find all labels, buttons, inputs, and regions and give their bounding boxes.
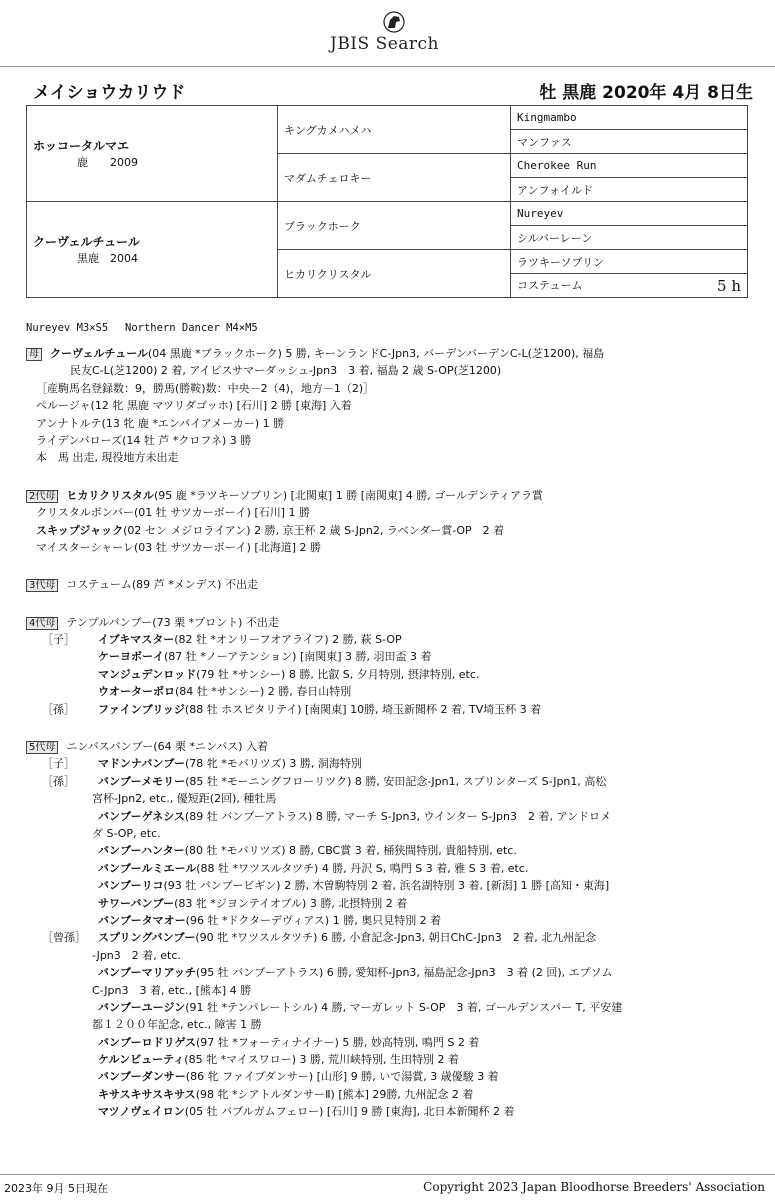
g3-tag: 3代母 xyxy=(26,579,58,592)
entry-record: (88 牡 *ワツスルタツチ) 4 勝, 丹沢 S, 鳴門 S 3 着, 雅 S 3 着, etc. xyxy=(196,861,529,875)
entry-record: (95 牡 バンブーアトラス) 6 勝, 愛知杯-Jpn3, 福島記念-Jpn3 3 着 (2 回), エプソム xyxy=(195,966,613,980)
footer-copyright: Copyright 2023 Japan Bloodhorse Breeders' Association xyxy=(423,1180,765,1194)
entry-name: バンブーゲネシス xyxy=(98,809,185,823)
horse-name: メイショウカリウド xyxy=(33,83,186,103)
family-entry xyxy=(26,683,761,700)
relation-label: ［子］ xyxy=(42,633,75,647)
entry-name: バンブータマオー xyxy=(98,913,186,927)
g5-child xyxy=(26,755,761,772)
g3-cell: Nureyev xyxy=(511,202,748,226)
dam-name: クーヴェルチュール xyxy=(33,235,140,249)
family-entry xyxy=(26,666,761,683)
entry-record-cont: -Jpn3 2 着, etc. xyxy=(92,948,181,962)
logo-text: JBIS Search xyxy=(330,34,440,54)
entry-record: (88 牡 ホスピタリテイ) [南関東] 10勝, 埼玉新聞杯 2 着, TV埼玉杯 3 着 xyxy=(184,702,542,716)
label-grandchild: ［孫］ xyxy=(42,702,75,716)
entry-name: スプリングバンブー xyxy=(98,931,196,945)
entry-record-cont: C-Jpn3 3 着, etc., [熊本] 4 勝 xyxy=(92,983,252,997)
family-body xyxy=(26,345,761,1121)
entry-record: (84 牡 *サンシー) 2 勝, 春日山特別 xyxy=(175,685,352,699)
horse-logo-icon xyxy=(380,8,408,36)
entry-name: キサスキサスキサス xyxy=(98,1087,196,1101)
family-number: 5 h xyxy=(717,276,741,295)
family-entry xyxy=(26,999,761,1016)
entry-record: (96 牡 *ドクターデヴィアス) 1 勝, 奥只見特別 2 着 xyxy=(185,913,442,927)
g2-sire-dam: マダムチェロキー xyxy=(278,154,511,202)
family-entry xyxy=(26,912,761,929)
footer-date: 2023年 9月 5日現在 xyxy=(4,1182,108,1195)
g2-record: (95 鹿 *ラツキーソブリン) [北関東] 1 勝 [南関東] 4 勝, ゴールデンティアラ賞 xyxy=(153,488,543,502)
g2-offspring: マイスターシャーレ(03 牡 サツカーボーイ) [北海道] 2 勝 xyxy=(36,540,321,554)
entry-record: (91 牡 *テンパレートシル) 4 勝, マーガレット S-OP 3 着, ゴールデンスパー T, 平安建 xyxy=(185,1000,623,1014)
g4-tag: 4代母 xyxy=(26,617,58,630)
relation-label: ［曾孫］ xyxy=(42,931,86,945)
entry-name: マンジュデンロッド xyxy=(98,667,197,681)
g3-cell: Cherokee Run xyxy=(511,154,748,178)
family-entry xyxy=(26,808,761,825)
entry-record: (97 牡 *フォーティナイナー) 5 勝, 妙高特別, 鳴門 S 2 着 xyxy=(196,1035,480,1049)
g2-line xyxy=(26,487,761,504)
g4-record: テンプルバンブー(73 栗 *プロント) 不出走 xyxy=(66,615,279,629)
entry-record: (85 牝 *マイスワロー) 3 勝, 荒川峡特別, 生田特別 2 着 xyxy=(184,1053,460,1067)
entry-name: マドンナバンブー xyxy=(98,757,186,771)
g3-cell: ラツキーソブリン xyxy=(511,250,748,274)
g2-dam-dam: ヒカリクリスタル xyxy=(278,250,511,298)
g3-cell: Kingmambo xyxy=(511,106,748,130)
family-entry xyxy=(26,631,761,648)
g3-cell: シルバーレーン xyxy=(511,226,748,250)
g3-cell: マンファス xyxy=(511,130,748,154)
entry-record: (86 牝 ファイブダンサー) [山形] 9 勝, いで湯賞, 3 歳優駿 3 着 xyxy=(185,1070,499,1084)
header-divider xyxy=(0,66,775,67)
entry-name: バンブーダンサー xyxy=(98,1070,186,1084)
family-entry xyxy=(26,895,761,912)
g4-grandchild xyxy=(26,701,761,718)
entry-name: ケーヨボーイ xyxy=(98,650,164,664)
g2-tag: 2代母 xyxy=(26,490,58,503)
dam-offspring: 本 馬 出走, 現役地方未出走 xyxy=(36,451,179,465)
entry-name: バンブーユージン xyxy=(98,1000,186,1014)
dam-offspring: ペルージャ(12 牝 黒鹿 マツリダゴッホ) [石川] 2 勝 [東海] 入着 xyxy=(36,399,352,413)
family-entry xyxy=(26,1034,761,1051)
entry-name: バンブーハンター xyxy=(98,844,185,858)
entry-record: (83 牝 *ジヨンテイオブル) 3 勝, 北摂特別 2 着 xyxy=(174,896,408,910)
entry-record-cont: 都１２００年記念, etc., 障害 1 勝 xyxy=(92,1018,262,1032)
inbreeding-crosses: Nureyev M3×S5 Northern Dancer M4×M5 xyxy=(26,322,258,334)
dam-offspring: ライデンバローズ(14 牡 芦 *クロフネ) 3 勝 xyxy=(36,433,252,447)
g3-record: コステューム(89 芦 *メンデス) 不出走 xyxy=(66,578,258,592)
dam-cell xyxy=(27,202,278,298)
entry-name: バンブーリコ xyxy=(98,879,164,893)
g2-offspring-record: (02 セン メジロライアン) 2 勝, 京王杯 2 歳 S-Jpn2, ラベンダー賞-OP 2 着 xyxy=(123,523,505,537)
g5-record: ニンバスバンブー(64 栗 *ニンバス) 入着 xyxy=(66,740,269,754)
entry-record: (79 牡 *サンシー) 8 勝, 比叡 S, 夕月特別, 摂津特別, etc. xyxy=(196,667,480,681)
family-entry xyxy=(26,860,761,877)
dam-tag: 母 xyxy=(26,348,42,361)
sire-sub: 鹿 2009 xyxy=(77,156,138,169)
entry-record: (98 牝 *シアトルダンサーⅡ) [熊本] 29勝, 九州記念 2 着 xyxy=(195,1087,474,1101)
horse-info: 牡 黒鹿 2020年 4月 8日生 xyxy=(539,83,753,103)
entry-record: (85 牡 *モーニングフローリツク) 8 勝, 安田記念-Jpn1, スプリンターズ S-Jpn1, 高松 xyxy=(185,774,607,788)
dam-record: (04 黒鹿 *ブラックホーク) 5 勝, キーンランドC-Jpn3, バーデンバーデンC-L(芝1200), 福島 xyxy=(148,347,605,360)
g4-line xyxy=(26,614,761,631)
entry-name: イブキマスター xyxy=(98,633,175,647)
dam-offspring: アンナトルテ(13 牝 鹿 *エンパイアメーカー) 1 勝 xyxy=(36,416,285,430)
dam-line-1 xyxy=(26,345,761,362)
entry-name: バンブーマリアッチ xyxy=(98,966,196,980)
entry-name: サワーバンブー xyxy=(98,896,175,910)
title-row xyxy=(33,78,753,102)
dam-sub: 黒鹿 2004 xyxy=(77,252,138,265)
entry-name: マツノヴェイロン xyxy=(98,1105,185,1119)
entry-name: バンブーメモリー xyxy=(98,774,186,788)
footer-divider xyxy=(0,1174,775,1175)
family-entry xyxy=(26,648,761,665)
pedigree-table xyxy=(26,105,748,298)
g2-dam-sire: ブラックホーク xyxy=(278,202,511,250)
entry-name: バンブールミエール xyxy=(98,861,197,875)
family-entry xyxy=(26,1051,761,1068)
dam-line-2: 民友C-L(芝1200) 2 着, アイビスサマーダッシュ-Jpn3 3 着, 福島 2 歳 S-OP(芝1200) xyxy=(70,364,502,378)
g3-cell-last xyxy=(511,274,748,298)
entry-name: ケルンビューティ xyxy=(98,1053,185,1067)
sire-name: ホッコータルマエ xyxy=(33,139,130,153)
sire-cell xyxy=(27,106,278,202)
g2-offspring: クリスタルボンバー(01 牡 サツカーボーイ) [石川] 1 勝 xyxy=(36,506,310,520)
entry-record: (80 牡 *モバリツズ) 8 勝, CBC賞 3 着, 桶狭間特別, 貴船特別, etc. xyxy=(184,844,517,858)
g2-offspring-name: スキップジャック xyxy=(36,523,124,537)
entry-record-cont: ダ S-OP, etc. xyxy=(92,826,161,840)
family-entry xyxy=(26,1086,761,1103)
family-entry xyxy=(26,842,761,859)
entry-record: (87 牡 *ノーアテンション) [南関東] 3 勝, 羽田盃 3 着 xyxy=(164,650,432,664)
label-child: ［子］ xyxy=(42,757,75,771)
entry-name: バンブーロドリゲス xyxy=(98,1035,197,1049)
g5-line xyxy=(26,738,761,755)
entry-record: (93 牡 バンブービギン) 2 勝, 木曽駒特別 2 着, 浜名湖特別 3 着, [新潟] 1 勝 [高知・東海] xyxy=(163,879,610,893)
family-entry xyxy=(26,964,761,981)
g5-tag: 5代母 xyxy=(26,741,58,754)
g3-cell: アンフォイルド xyxy=(511,178,748,202)
entry-name: ファインブリッジ xyxy=(98,702,185,716)
entry-record: (89 牡 バンブーアトラス) 8 勝, マーチ S-Jpn3, ウインター S-Jpn3 2 着, アンドロメ xyxy=(184,809,612,823)
jbis-logo xyxy=(330,8,460,58)
dam-name-bold: クーヴェルチュール xyxy=(50,347,149,360)
g2-offspring xyxy=(26,522,761,539)
g3-line xyxy=(26,576,761,593)
g3-name: コステューム xyxy=(517,278,583,292)
g2-name: ヒカリクリスタル xyxy=(66,488,154,502)
family-entry xyxy=(26,773,761,790)
relation-label: ［孫］ xyxy=(42,774,75,788)
family-entry xyxy=(26,1103,761,1120)
g2-sire-sire: キングカメハメハ xyxy=(278,106,511,154)
entry-record: (82 牡 *オンリーフオアライフ) 2 勝, 萩 S-OP xyxy=(174,633,402,647)
entry-record-cont: 宮杯-Jpn2, etc., 優短距(2回), 種牡馬 xyxy=(92,792,277,806)
family-entry xyxy=(26,877,761,894)
entry-record: (90 牝 *ワツスルタツチ) 6 勝, 小倉記念-Jpn3, 朝日ChC-Jpn3 2 着, 北九州記念 xyxy=(195,931,597,945)
entry-record: (78 牝 *モバリツズ) 3 勝, 洞海特別 xyxy=(185,757,362,771)
family-entry xyxy=(26,929,761,946)
dam-line-3: ［産駒馬名登録数：9，勝馬(勝鞍)数：中央－2（4)，地方－1（2)］ xyxy=(36,381,375,395)
entry-name: ウオーターポロ xyxy=(98,685,175,699)
family-entry xyxy=(26,1068,761,1085)
entry-record: (05 牡 バブルガムフェロー) [石川] 9 勝 [東海], 北日本新聞杯 2 着 xyxy=(184,1105,515,1119)
